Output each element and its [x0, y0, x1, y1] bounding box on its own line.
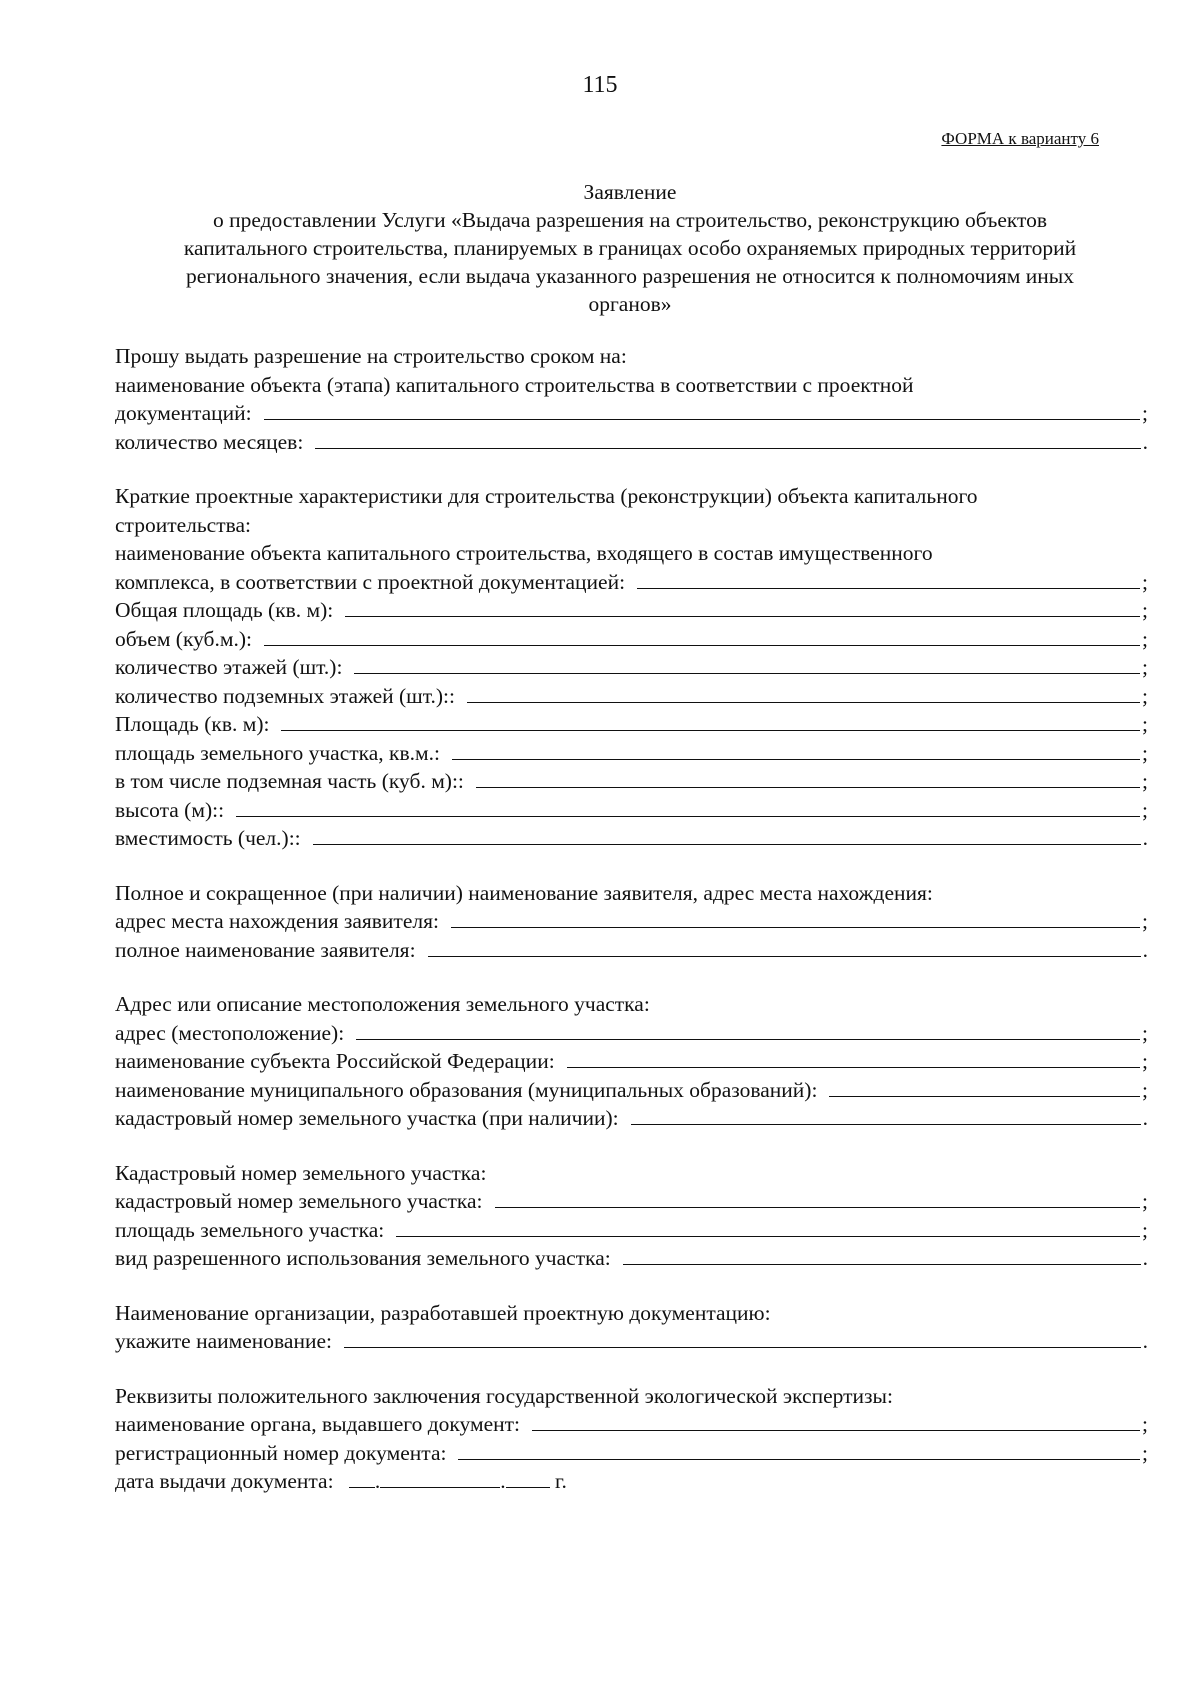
field-label: количество месяцев:: [115, 429, 304, 454]
document-title: [113, 178, 1147, 318]
land-address-blank[interactable]: [356, 1019, 1140, 1040]
date-year-blank[interactable]: [506, 1469, 550, 1488]
semicolon: ;: [1142, 1020, 1148, 1045]
semicolon: ;: [1142, 1077, 1148, 1102]
land-location-heading: Адрес или описание местоположения земельного участка:: [115, 992, 650, 1016]
year-suffix: г.: [555, 1469, 567, 1493]
field-label: кадастровый номер земельного участка:: [115, 1189, 483, 1213]
designer-name-blank[interactable]: [344, 1327, 1141, 1348]
object-name-blank[interactable]: [264, 399, 1140, 420]
underground-part-field: [115, 767, 1148, 796]
semicolon: ;: [1142, 1412, 1148, 1436]
period: .: [1142, 429, 1148, 454]
complex-object-field: [115, 568, 1148, 597]
field-label: площадь земельного участка, кв.м.:: [115, 740, 440, 765]
semicolon: ;: [1142, 401, 1148, 425]
months-blank[interactable]: [315, 428, 1140, 449]
semicolon: ;: [1142, 1440, 1148, 1465]
floors-blank[interactable]: [354, 653, 1140, 674]
underground-floors-field: [115, 682, 1148, 711]
complex-object-blank[interactable]: [637, 568, 1140, 589]
federal-subject-blank[interactable]: [567, 1047, 1140, 1068]
field-label: площадь земельного участка:: [115, 1217, 385, 1242]
reg-number-field: [115, 1439, 1148, 1468]
date-month-blank[interactable]: [380, 1469, 500, 1488]
applicant-section: [115, 879, 1148, 965]
semicolon: ;: [1142, 569, 1148, 594]
period: .: [1142, 1329, 1148, 1353]
cadastral-number-field: [115, 1187, 1148, 1216]
semicolon: ;: [1142, 598, 1148, 622]
land-location-section: [115, 990, 1148, 1133]
field-label: Площадь (кв. м):: [115, 712, 270, 736]
land-address-field: [115, 1019, 1148, 1048]
issuer-blank[interactable]: [532, 1410, 1140, 1431]
date-day-blank[interactable]: [349, 1469, 375, 1488]
field-label: количество подземных этажей (шт.)::: [115, 683, 455, 708]
area-field: [115, 710, 1148, 739]
cadastral-section: [115, 1159, 1148, 1273]
municipality-field: [115, 1076, 1148, 1105]
semicolon: ;: [1142, 1189, 1148, 1213]
municipality-blank[interactable]: [829, 1076, 1140, 1097]
field-label: в том числе подземная часть (куб. м)::: [115, 769, 464, 793]
object-name-label: наименование объекта (этапа) капитального строительства в соответствии с проектной: [115, 372, 914, 397]
semicolon: ;: [1142, 740, 1148, 765]
date-separator: .: [500, 1469, 506, 1493]
plot-area-field: [115, 1216, 1148, 1245]
cadastral-optional-blank[interactable]: [631, 1104, 1141, 1125]
title-line: регионального значения, если выдача указанного разрешения не относится к полномочиям иных: [186, 264, 1074, 288]
applicant-heading: Полное и сокращенное (при наличии) наименование заявителя, адрес места нахождения:: [115, 880, 933, 905]
page-number: 115: [582, 72, 618, 98]
field-label: дата выдачи документа:: [115, 1469, 334, 1493]
land-area-field: [115, 739, 1148, 768]
cadastral-number-blank[interactable]: [495, 1187, 1141, 1208]
field-label: документаций:: [115, 401, 252, 425]
field-label: наименование субъекта Российской Федерации:: [115, 1049, 555, 1073]
applicant-name-field: [115, 936, 1148, 965]
expertise-section: [115, 1382, 1148, 1496]
land-area-blank[interactable]: [452, 739, 1140, 760]
period: .: [1142, 1106, 1148, 1130]
field-label: полное наименование заявителя:: [115, 937, 416, 962]
characteristics-section: [115, 482, 1148, 853]
capacity-blank[interactable]: [313, 824, 1141, 845]
cadastral-optional-field: [115, 1104, 1148, 1133]
capacity-field: [115, 824, 1148, 853]
field-label: кадастровый номер земельного участка (при наличии):: [115, 1106, 619, 1130]
semicolon: ;: [1142, 909, 1148, 933]
total-area-blank[interactable]: [345, 596, 1140, 617]
applicant-address-field: [115, 907, 1148, 936]
field-label: наименование муниципального образования (муниципальных образований):: [115, 1077, 818, 1102]
field-label: регистрационный номер документа:: [115, 1440, 447, 1465]
field-label: количество этажей (шт.):: [115, 655, 343, 679]
field-label: наименование органа, выдавшего документ:: [115, 1412, 521, 1436]
cadastral-heading: Кадастровый номер земельного участка:: [115, 1160, 487, 1185]
field-label: объем (куб.м.):: [115, 626, 252, 651]
title-line: о предоставлении Услуги «Выдача разрешения на строительство, реконструкцию объектов: [212, 208, 1048, 232]
object-label: наименование объекта капитального строительства, входящего в состав имущественного: [115, 541, 933, 565]
field-label: высота (м)::: [115, 797, 225, 822]
field-label: вместимость (чел.)::: [115, 826, 301, 850]
form-variant-label: ФОРМА к варианту 6: [941, 129, 1099, 148]
field-label: вид разрешенного использования земельного участка:: [115, 1246, 611, 1270]
reg-number-blank[interactable]: [458, 1439, 1140, 1460]
permitted-use-blank[interactable]: [623, 1244, 1141, 1265]
underground-part-blank[interactable]: [476, 767, 1140, 788]
period: .: [1142, 1246, 1148, 1270]
height-blank[interactable]: [236, 796, 1140, 817]
issue-date-field: [115, 1467, 1148, 1496]
area-blank[interactable]: [281, 710, 1140, 731]
months-field: [115, 428, 1148, 457]
height-field: [115, 796, 1148, 825]
volume-blank[interactable]: [264, 625, 1140, 646]
title-line: органов»: [588, 292, 672, 316]
total-area-field: [115, 596, 1148, 625]
characteristics-heading-cont: строительства:: [115, 512, 252, 537]
object-name-field: [115, 399, 1148, 428]
applicant-name-blank[interactable]: [428, 936, 1141, 957]
underground-floors-blank[interactable]: [467, 682, 1140, 703]
expertise-heading: Реквизиты положительного заключения государственной экологической экспертизы:: [115, 1383, 893, 1408]
field-label: комплекса, в соответствии с проектной документацией:: [115, 569, 626, 594]
volume-field: [115, 625, 1148, 654]
semicolon: ;: [1142, 626, 1148, 651]
permit-section: [115, 342, 1148, 456]
field-label: Общая площадь (кв. м):: [115, 598, 334, 622]
semicolon: ;: [1142, 655, 1148, 679]
field-label: укажите наименование:: [115, 1329, 332, 1353]
semicolon: ;: [1142, 712, 1148, 736]
floors-field: [115, 653, 1148, 682]
federal-subject-field: [115, 1047, 1148, 1076]
permitted-use-field: [115, 1244, 1148, 1273]
plot-area-blank[interactable]: [396, 1216, 1140, 1237]
characteristics-heading: Краткие проектные характеристики для строительства (реконструкции) объекта капитального: [115, 484, 978, 508]
period: .: [1142, 937, 1148, 962]
applicant-address-blank[interactable]: [451, 907, 1140, 928]
title-heading: Заявление: [583, 180, 677, 204]
form-body: [115, 342, 1148, 1522]
designer-name-field: [115, 1327, 1148, 1356]
designer-section: [115, 1299, 1148, 1356]
permit-intro: Прошу выдать разрешение на строительство сроком на:: [115, 344, 627, 368]
semicolon: ;: [1142, 769, 1148, 793]
date-separator: .: [374, 1469, 381, 1493]
field-label: адрес места нахождения заявителя:: [115, 909, 439, 933]
issuer-field: [115, 1410, 1148, 1439]
designer-heading: Наименование организации, разработавшей проектную документацию:: [115, 1300, 771, 1325]
title-line: капитального строительства, планируемых в границах особо охраняемых природных территорий: [183, 236, 1077, 260]
period: .: [1142, 826, 1148, 850]
semicolon: ;: [1142, 797, 1148, 822]
semicolon: ;: [1142, 1049, 1148, 1073]
semicolon: ;: [1142, 1217, 1148, 1242]
field-label: адрес (местоположение):: [115, 1020, 345, 1045]
semicolon: ;: [1142, 683, 1148, 708]
